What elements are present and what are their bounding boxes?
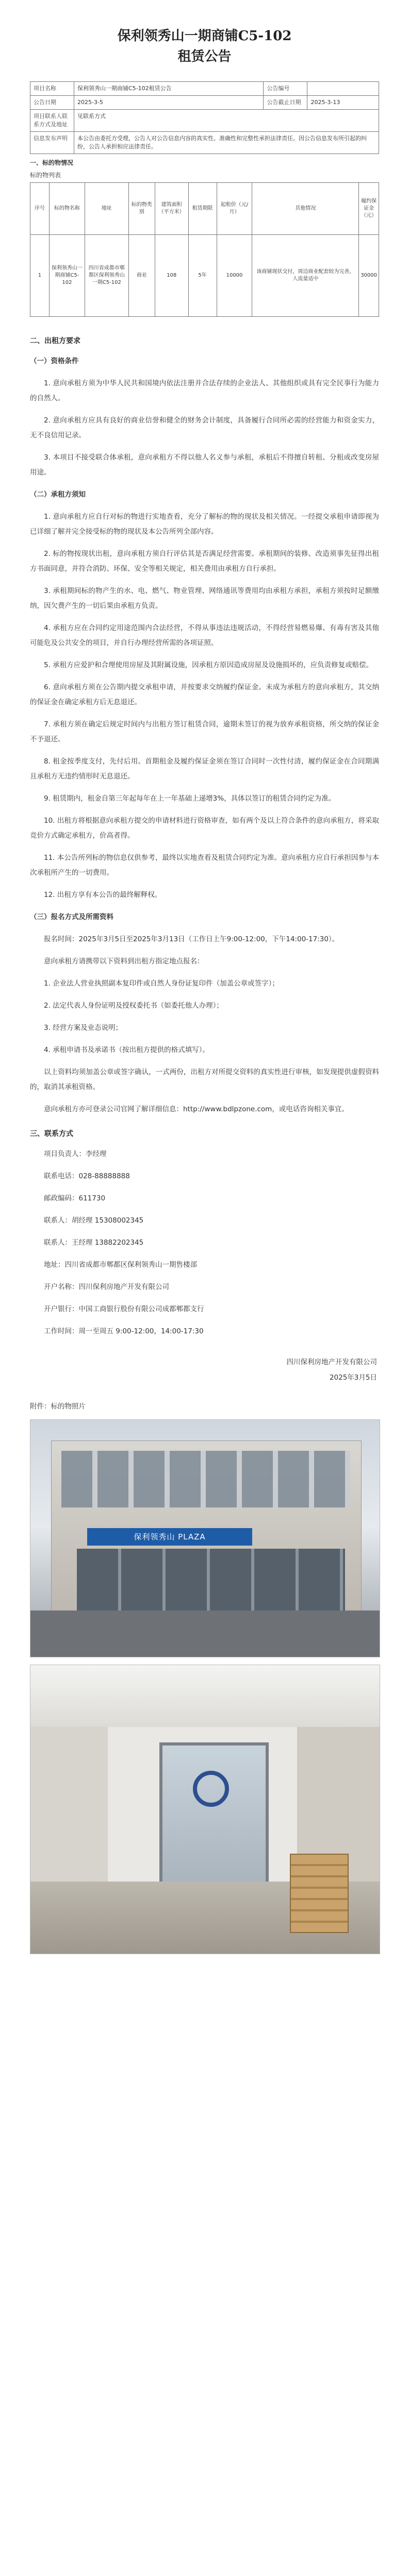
paragraph: 3. 承租期间标的物产生的水、电、燃气、物业管理、网络通讯等费用均由承租方承担，承租方须按时足额缴纳，因欠费产生的一切后果由承租方负责。 — [30, 587, 379, 610]
contact-line: 开户银行：中国工商银行股份有限公司成都郫都支行 — [44, 1305, 204, 1313]
paragraph: 意向承租方请携带以下资料到出租方指定地点报名： — [44, 957, 204, 965]
section1-sub-label: 标的物列表 — [30, 172, 61, 179]
wooden-crate-shape — [290, 1854, 349, 1933]
info-value-project: 保利领秀山一期商铺C5-102租赁公告 — [74, 82, 264, 96]
cell-deposit: 30000 — [359, 235, 379, 317]
paragraph: 11. 本公告所列标的物信息仅供参考，最终以实地查看及租赁合同约定为准。意向承租方应自行承担因参与本次承租所产生的一切费用。 — [30, 854, 379, 877]
info-label-deadline: 公告截止日期 — [264, 96, 307, 110]
paragraph: 7. 承租方须在确定后规定时间内与出租方签订租赁合同，逾期未签订的视为放弃承租资格，所交纳的保证金不予退还。 — [30, 720, 379, 743]
paragraph: 报名时间：2025年3月5日至2025年3月13日（工作日上午9:00-12:00，下午14:00-17:30）。 — [44, 935, 339, 943]
cell-price: 10000 — [217, 235, 252, 317]
paragraph: 以上资料均须加盖公章或签字确认，一式两份，出租方对所提交资料的真实性进行审核，如发现提供虚假资料的，取消其承租资格。 — [30, 1068, 379, 1091]
col-header: 租赁期限 — [188, 183, 217, 235]
body-text — [30, 334, 379, 1339]
page-subtitle: 租赁公告 — [177, 49, 232, 64]
attachment-title: 附件：标的物照片 — [30, 1402, 86, 1411]
table-row — [30, 235, 379, 317]
section2-heading: 二、出租方要求 — [30, 337, 80, 345]
paragraph: 10. 出租方将根据意向承租方提交的申请材料进行资格审查，如有两个及以上符合条件的意向承租方，将采取竞价方式确定承租方，价高者得。 — [30, 817, 379, 840]
paragraph: 4. 承租方应在合同约定用途范围内合法经营，不得从事违法违规活动，不得经营易燃易爆、有毒有害及其他可能危及公共安全的项目，并自行办理经营所需的各项证照。 — [30, 624, 379, 647]
contact-line: 项目负责人：李经理 — [44, 1150, 107, 1158]
glass-door-shape — [159, 1742, 269, 1888]
windows-shape — [61, 1451, 350, 1507]
left-wall-shape — [30, 1727, 108, 1882]
info-value-date: 2025-3-5 — [74, 96, 264, 110]
col-header: 起租价（元/月） — [217, 183, 252, 235]
col-header: 建筑面积（平方米） — [155, 183, 188, 235]
col-header: 标的物类别 — [128, 183, 155, 235]
info-label-contact: 项目联系人联系方式及地址 — [30, 110, 74, 132]
info-table — [30, 81, 379, 154]
cell-area: 108 — [155, 235, 188, 317]
object-table — [30, 182, 379, 317]
paragraph: 8. 租金按季度支付，先付后用。首期租金及履约保证金须在签订合同时一次性付清，履约保证金在合同期满且承租方无违约情形时无息退还。 — [30, 757, 379, 781]
contact-line: 联系人：胡经理 15308002345 — [44, 1216, 144, 1225]
paragraph: 12. 出租方享有本公告的最终解释权。 — [44, 891, 162, 899]
paragraph: 6. 意向承租方须在公告期内提交承租申请，并按要求交纳履约保证金。未成为承租方的意向承租方，其交纳的保证金在确定承租方后无息退还。 — [30, 683, 379, 706]
col-header: 履约保证金（元） — [359, 183, 379, 235]
paragraph: 1. 意向承租方须为中华人民共和国境内依法注册并合法存续的企业法人、其他组织或具有完全民事行为能力的自然人。 — [30, 379, 379, 402]
col-header: 标的物名称 — [49, 183, 85, 235]
section2-sub2: （二）承租方须知 — [30, 490, 86, 499]
signature-block — [30, 1354, 379, 1385]
info-label-date: 公告日期 — [30, 96, 74, 110]
paragraph: 5. 承租方应爱护和合理使用房屋及其附属设施，因承租方原因造成房屋及设施损坏的，应负责修复或赔偿。 — [44, 661, 373, 669]
section2-sub3: （三）报名方式及所需资料 — [30, 913, 113, 921]
cell-other: 该商铺现状交付，周边商业配套较为完善，人流量适中 — [252, 235, 359, 317]
paragraph: 9. 租赁期内，租金自第三年起每年在上一年基础上递增3%，具体以签订的租赁合同约定为准。 — [44, 794, 336, 803]
section2-sub1: （一）资格条件 — [30, 357, 79, 365]
paragraph: 1. 企业法人营业执照副本复印件或自然人身份证复印件（加盖公章或签字）； — [44, 979, 279, 988]
contact-line: 开户名称：四川保利房地产开发有限公司 — [44, 1283, 169, 1291]
info-label-statement: 信息发布声明 — [30, 132, 74, 154]
cell-category: 商业 — [128, 235, 155, 317]
photo-interior — [30, 1665, 380, 1954]
contact-line: 联系人：王经理 13882202345 — [44, 1239, 144, 1247]
signature-date: 2025年3月5日 — [329, 1374, 377, 1382]
object-table-header — [30, 183, 379, 235]
info-value-statement: 本公告由委托方受理，公告人对公告信息内容的真实性、准确性和完整性承担法律责任。因公告信息发布所引起的纠纷，公告人承担相应法律责任。 — [74, 132, 379, 154]
section1-heading: 一、标的物情况 — [30, 159, 74, 166]
info-value-contact: 见联系方式 — [74, 110, 379, 132]
paragraph: 1. 意向承租方应自行对标的物进行实地查看，充分了解标的物的现状及相关情况。一经提交承租申请即视为已详细了解并完全接受标的物的现状及本公告所列全部内容。 — [30, 513, 379, 536]
info-value-deadline: 2025-3-13 — [307, 96, 379, 110]
paragraph: 3. 本项目不接受联合体承租，意向承租方不得以他人名义参与承租，承租后不得擅自转租、分租或改变房屋用途。 — [30, 453, 379, 477]
paragraph: 2. 意向承租方应具有良好的商业信誉和健全的财务会计制度，具备履行合同所必需的经营能力和资金实力，无不良信用记录。 — [30, 416, 379, 439]
shop-signboard: 保利领秀山 PLAZA — [87, 1528, 252, 1546]
contact-line: 联系电话：028-88888888 — [44, 1172, 130, 1180]
info-label-project: 项目名称 — [30, 82, 74, 96]
contacts-heading: 三、联系方式 — [30, 1130, 73, 1138]
logo-ring-icon — [193, 1771, 229, 1807]
signature-org: 四川保利房地产开发有限公司 — [286, 1358, 377, 1366]
contact-line: 地址：四川省成都市郫都区保利领秀山一期售楼部 — [44, 1261, 197, 1269]
paragraph: 2. 法定代表人身份证明及授权委托书（如委托他人办理）； — [44, 1002, 223, 1010]
photo-street-facade — [30, 1419, 380, 1657]
contact-line: 工作时间：周一至周五 9:00-12:00，14:00-17:30 — [44, 1327, 204, 1335]
shopfront-shape — [77, 1549, 345, 1611]
paragraph: 意向承租方亦可登录公司官网了解详细信息：http://www.bdlpzone.com，或电话咨询相关事宜。 — [44, 1105, 349, 1113]
info-value-number — [307, 82, 379, 96]
col-header: 其他情况 — [252, 183, 359, 235]
page-title: 保利领秀山一期商铺C5-102 — [117, 28, 292, 44]
ceiling-shape — [30, 1665, 380, 1727]
cell-address: 四川省成都市郫都区保利领秀山一期C5-102 — [85, 235, 128, 317]
cell-no: 1 — [30, 235, 50, 317]
info-label-number: 公告编号 — [264, 82, 307, 96]
col-header: 地址 — [85, 183, 128, 235]
cell-name: 保利领秀山一期商铺C5-102 — [49, 235, 85, 317]
contact-line: 邮政编码：611730 — [44, 1194, 106, 1202]
paragraph: 3. 经营方案及业态说明； — [44, 1024, 123, 1032]
cell-term: 5年 — [188, 235, 217, 317]
paragraph: 2. 标的物按现状出租，意向承租方须自行评估其是否满足经营需要。承租期间的装修、改造须事先征得出租方书面同意，并符合消防、环保、安全等相关规定，相关费用由承租方自行承担。 — [30, 550, 379, 573]
paragraph: 4. 承租申请书及承诺书（按出租方提供的格式填写）。 — [44, 1046, 209, 1054]
road-shape — [30, 1611, 380, 1657]
col-header: 序号 — [30, 183, 50, 235]
